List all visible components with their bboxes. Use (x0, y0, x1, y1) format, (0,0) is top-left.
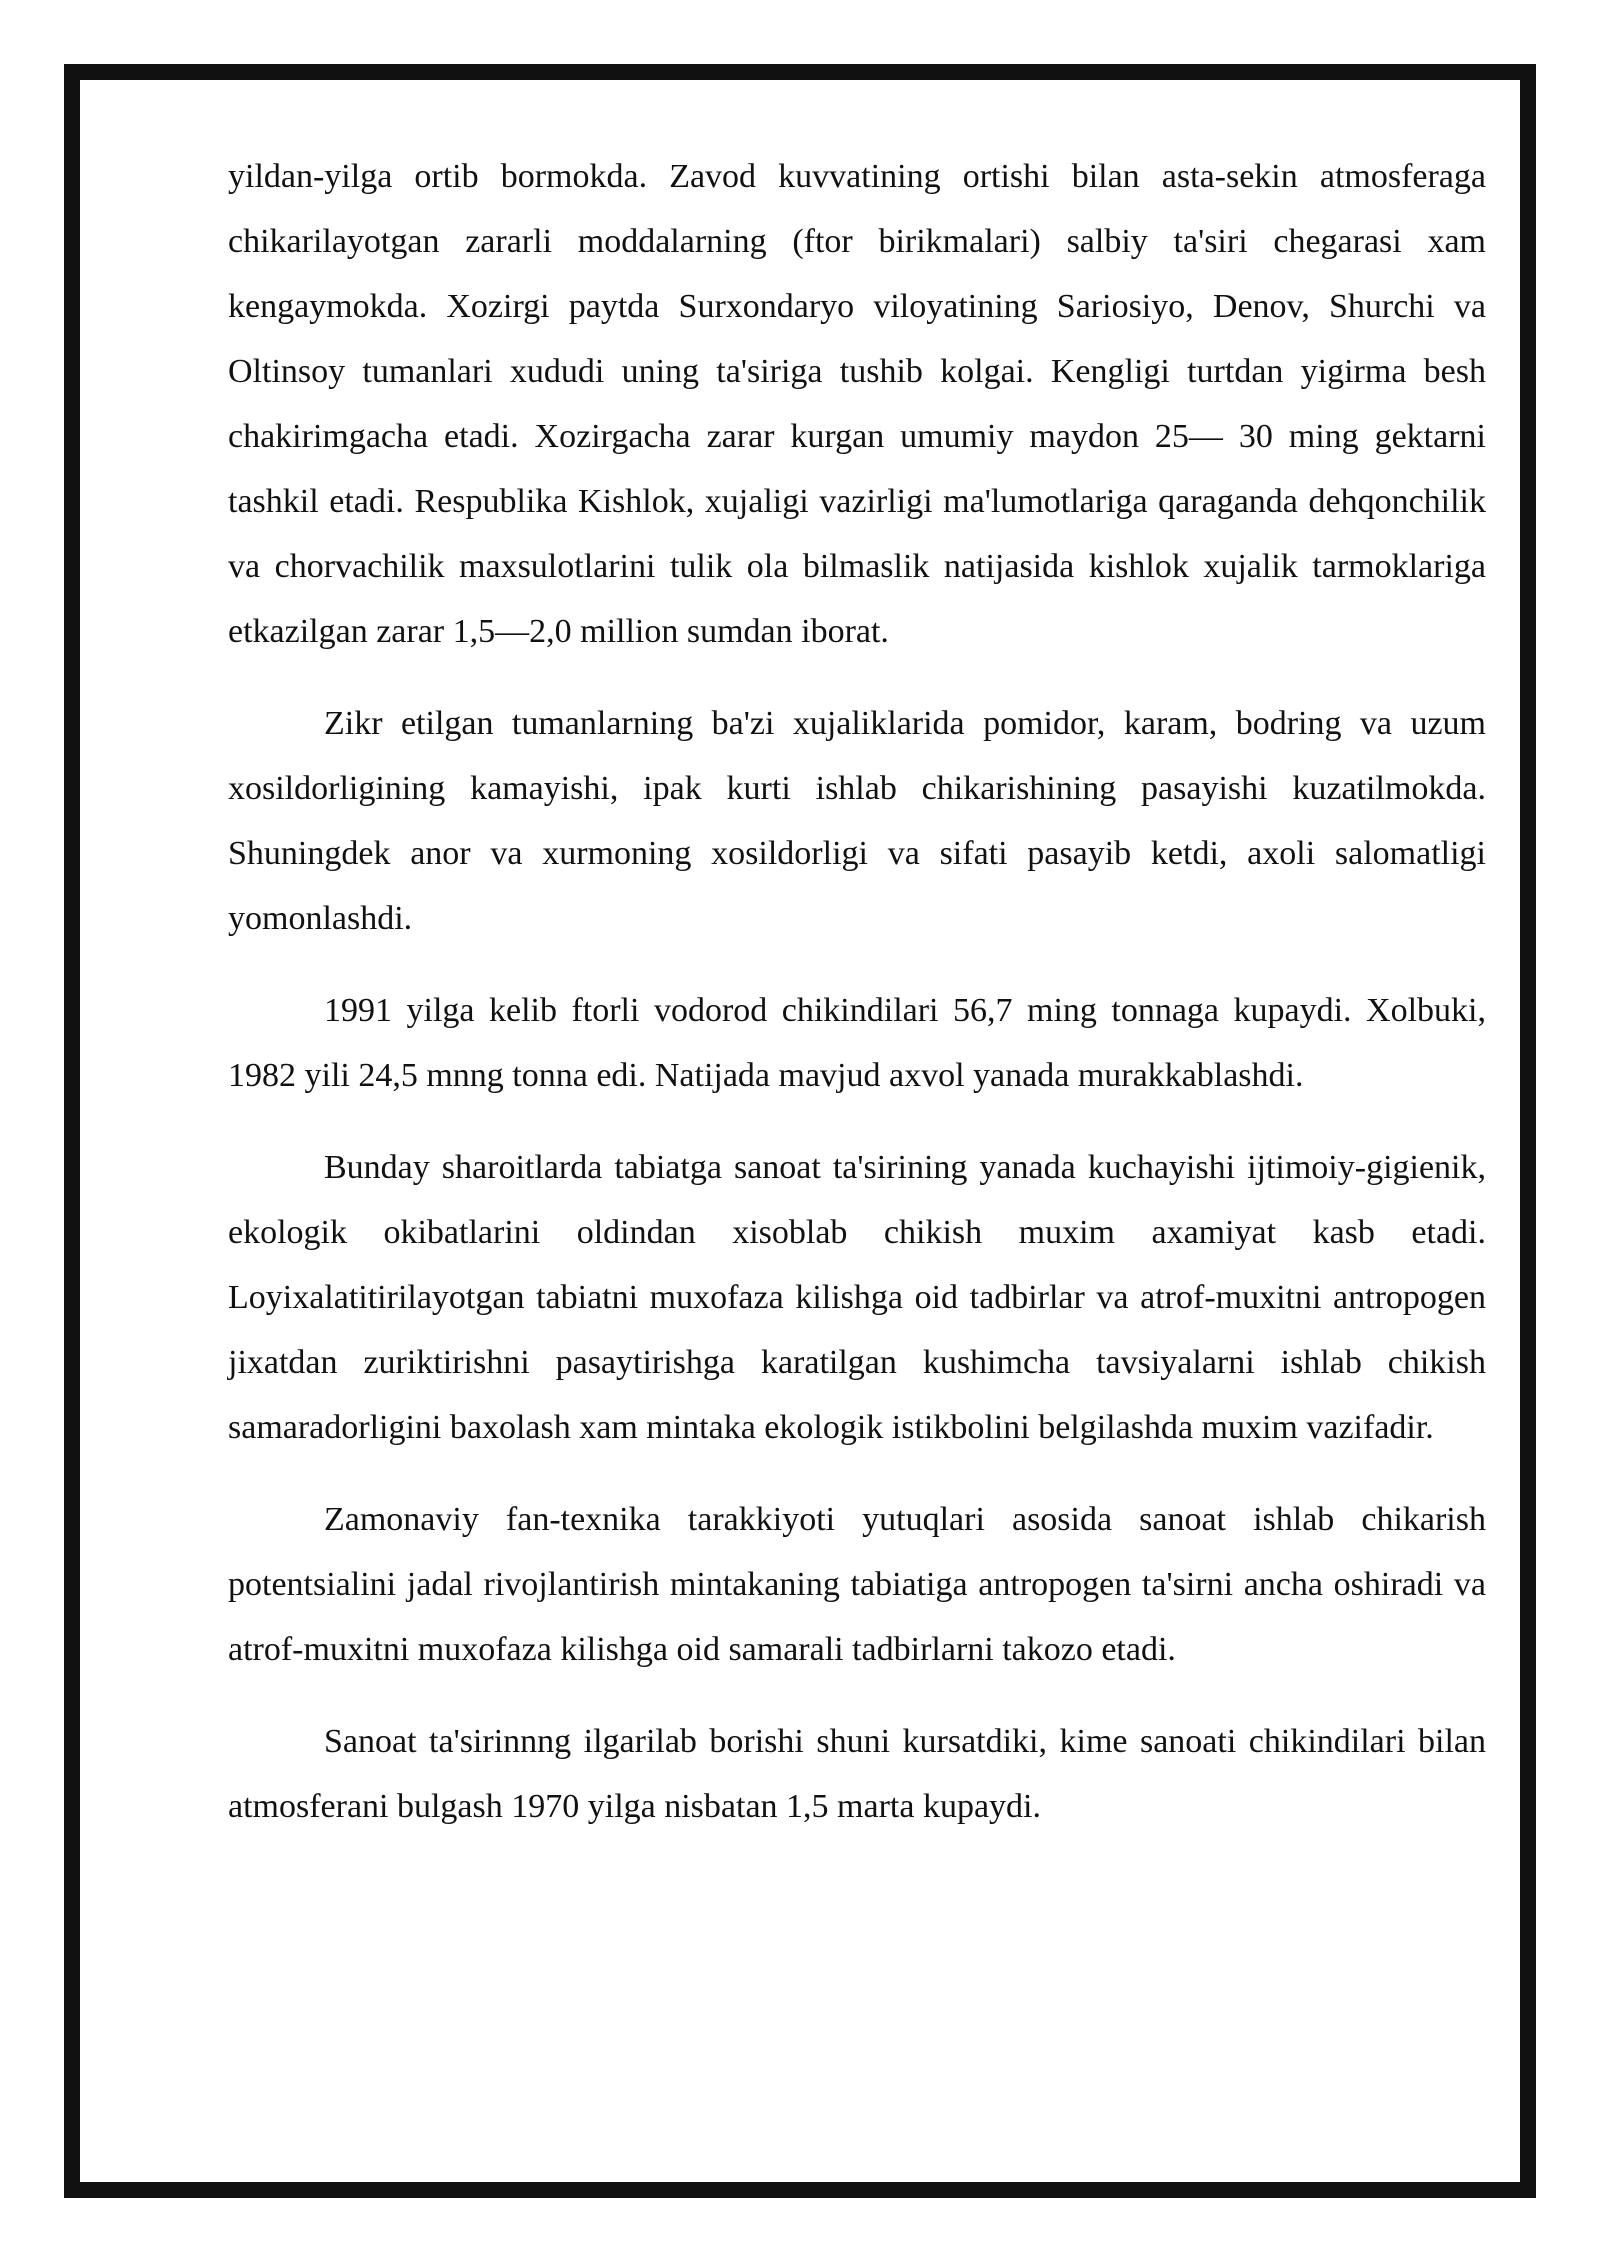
paragraph-3: 1991 yilga kelib ftorli vodorod chikindilari 56,7 ming tonnaga kupaydi. Xolbuki, 1982 yili 24,5 mnng tonna edi. Natijada mavjud axvol yanada murakkablashdi. (228, 992, 1486, 1094)
paragraph-6: Sanoat ta'sirinnng ilgarilab borishi shuni kursatdiki, kime sanoati chikindilari bilan atmosferani bulgash 1970 yilga nisbatan 1,5 marta kupaydi. (228, 1723, 1486, 1825)
paragraph-4: Bunday sharoitlarda tabiatga sanoat ta'sirining yanada kuchayishi ijtimoiy-gigienik, ekologik okibatlarini oldindan xisoblab chikish muxim axamiyat kasb etadi. Loyixalatitirilayotgan tabiatni muxofaza kilishga oid tadbirlar va atrof-muxitni antropogen jixatdan zuriktirishni pasaytirishga karatilgan kushimcha tavsiyalarni ishlab chikish samaradorligini baxolash xam mintaka ekologik istikbolini belgilashda muxim vazifadir. (228, 1149, 1486, 1446)
paragraph-1: yildan-yilga ortib bormokda. Zavod kuvvatining ortishi bilan asta-sekin atmosferaga chikarilayotgan zararli moddalarning (ftor birikmalari) salbiy ta'siri chegarasi xam kengaymokda. Xozirgi paytda Surxondaryo viloyatining Sariosiyo, Denov, Shurchi va Oltinsoy tumanlari xududi uning ta'siriga tushib kolgai. Kengligi turtdan yigirma besh chakirimgacha etadi. Xozirgacha zarar kurgan umumiy maydon 25— 30 ming gektarni tashkil etadi. Respublika Kishlok, xujaligi vazirligi ma'lumotlariga qaraganda dehqonchilik va chorvachilik maxsulotlarini tulik ola bilmaslik natijasida kishlok xujalik tarmoklariga etkazilgan zarar 1,5—2,0 million sumdan iborat. (228, 158, 1486, 650)
document-body (228, 144, 1486, 1866)
paragraph-5: Zamonaviy fan-texnika tarakkiyoti yutuqlari asosida sanoat ishlab chikarish potentsialini jadal rivojlantirish mintakaning tabiatiga antropogen ta'sirni ancha oshiradi va atrof-muxitni muxofaza kilishga oid samarali tadbirlarni takozo etadi. (228, 1501, 1486, 1668)
paragraph-2: Zikr etilgan tumanlarning ba'zi xujaliklarida pomidor, karam, bodring va uzum xosildorligining kamayishi, ipak kurti ishlab chikarishining pasayishi kuzatilmokda. Shuningdek anor va xurmoning xosildorligi va sifati pasayib ketdi, axoli salomatligi yomonlashdi. (228, 705, 1486, 937)
